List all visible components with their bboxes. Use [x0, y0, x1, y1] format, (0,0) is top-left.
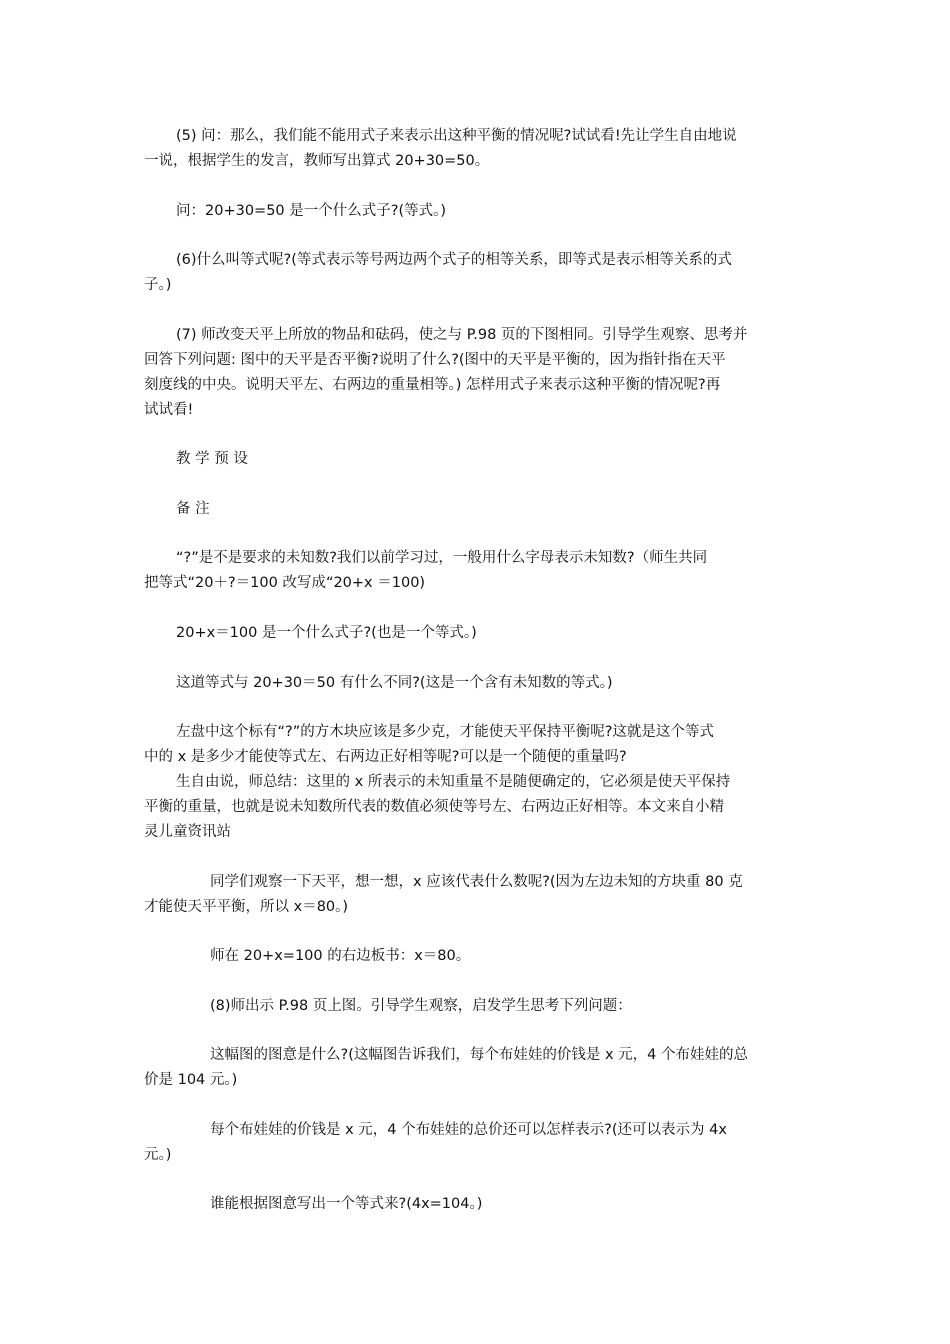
paragraph-write-equation	[144, 1192, 810, 1217]
text-line: 元。)	[144, 1147, 172, 1163]
text-line: 中的 x 是多少才能使等式左、右两边正好相等呢?可以是一个随便的重量吗?	[144, 749, 627, 765]
text-line: (8)师出示 P.98 页上图。引导学生观察，启发学生思考下列问题：	[210, 998, 632, 1014]
text-line: 教 学 预 设	[176, 451, 248, 467]
text-line: 才能使天平平衡，所以 x＝80。)	[144, 899, 349, 915]
text-line: 平衡的重量，也就是说未知数所代表的数值必须使等号左、右两边正好相等。本文来自小精	[144, 799, 724, 815]
text-line: 备 注	[176, 501, 210, 517]
text-line: 同学们观察一下天平，想一想，x 应该代表什么数呢?(因为左边未知的方块重 80 克	[210, 874, 743, 890]
paragraph-unknown	[144, 546, 810, 596]
text-line: 20+x＝100 是一个什么式子?(也是一个等式。)	[176, 625, 477, 641]
text-line: (5) 问：那么，我们能不能用式子来表示出这种平衡的情况呢?试试看!先让学生自由地说	[176, 128, 737, 144]
text-line: 左盘中这个标有“?”的方木块应该是多少克，才能使天平保持平衡呢?这就是这个等式	[176, 724, 714, 740]
text-line: (7) 师改变天平上所放的物品和砝码，使之与 P.98 页的下图相同。引导学生观察、思考并	[176, 327, 748, 343]
paragraph-equation	[144, 621, 810, 646]
heading-notes	[144, 497, 810, 522]
text-line: 问：20+30=50 是一个什么式子?(等式。)	[176, 203, 447, 219]
text-line: 价是 104 元。)	[144, 1072, 238, 1088]
paragraph-image-meaning	[144, 1043, 810, 1093]
paragraph-7	[144, 323, 810, 423]
text-line: 这幅图的图意是什么?(这幅图告诉我们，每个布娃娃的价钱是 x 元，4 个布娃娃的总	[210, 1047, 748, 1063]
text-line: 灵儿童资讯站	[144, 824, 231, 840]
text-line: 这道等式与 20+30＝50 有什么不同?(这是一个含有未知数的等式。)	[176, 675, 613, 691]
paragraph-difference	[144, 671, 810, 696]
text-line: 刻度线的中央。说明天平左、右两边的重量相等。) 怎样用式子来表示这种平衡的情况呢?再	[144, 377, 721, 393]
paragraph-6	[144, 248, 810, 298]
text-line: 把等式“20＋?＝100 改写成“20+x ＝100)	[144, 575, 426, 591]
paragraph-question	[144, 199, 810, 224]
text-line: “?”是不是要求的未知数?我们以前学习过，一般用什么字母表示未知数?（师生共同	[176, 550, 708, 566]
paragraph-observe	[144, 870, 810, 920]
paragraph-5	[144, 124, 810, 174]
paragraph-board	[144, 944, 810, 969]
paragraph-left-pan	[144, 720, 810, 845]
text-line: 子。)	[144, 277, 172, 293]
text-line: 回答下列问题: 图中的天平是否平衡?说明了什么?(图中的天平是平衡的，因为指针指在天平	[144, 352, 726, 368]
text-line: 试试看!	[144, 402, 194, 418]
text-line: (6)什么叫等式呢?(等式表示等号两边两个式子的相等关系，即等式是表示相等关系的式	[176, 252, 732, 268]
text-line: 谁能根据图意写出一个等式来?(4x=104。)	[210, 1196, 483, 1212]
heading-teaching-plan	[144, 447, 810, 472]
text-line: 一说，根据学生的发言，教师写出算式 20+30=50。	[144, 153, 490, 169]
paragraph-8	[144, 994, 810, 1019]
text-line: 生自由说，师总结：这里的 x 所表示的未知重量不是随便确定的，它必须是使天平保持	[176, 774, 731, 790]
text-line: 师在 20+x=100 的右边板书：x＝80。	[210, 948, 471, 964]
text-line: 每个布娃娃的价钱是 x 元，4 个布娃娃的总价还可以怎样表示?(还可以表示为 4x	[210, 1122, 727, 1138]
paragraph-doll-price	[144, 1118, 810, 1168]
